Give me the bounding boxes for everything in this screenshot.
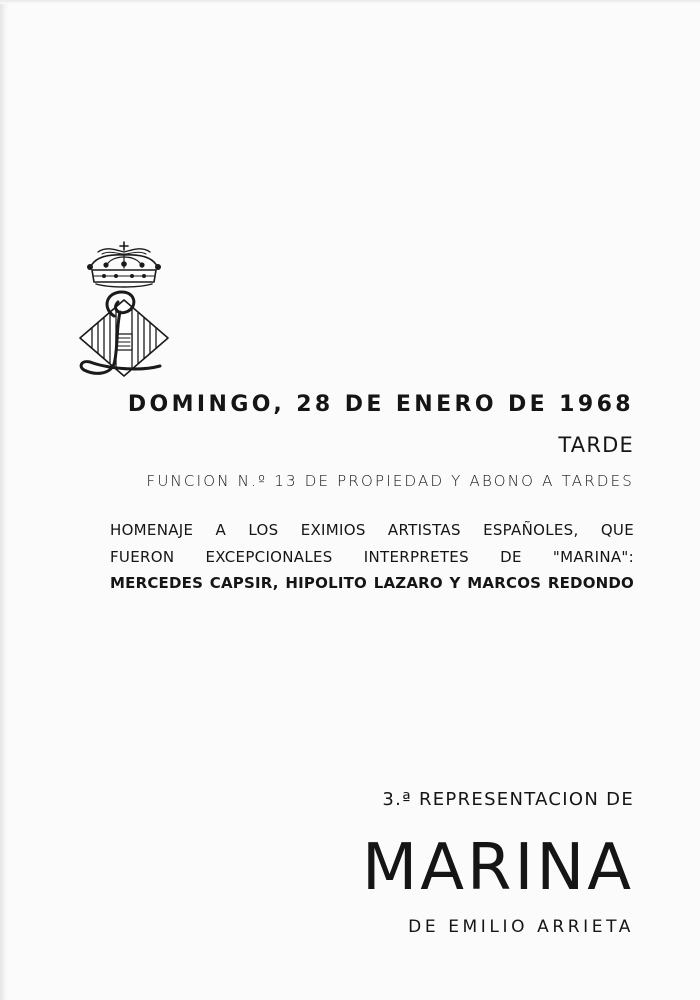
- crowned-monogram-crest-icon: [76, 238, 172, 382]
- performance-date: DOMINGO, 28 DE ENERO DE 1968: [127, 392, 634, 417]
- session-label: TARDE: [558, 433, 634, 457]
- work-title: MARINA: [362, 831, 634, 905]
- page-edge-shadow: [0, 0, 9, 1000]
- function-number-line: FUNCION N.º 13 DE PROPIEDAD Y ABONO A TARDES: [146, 472, 634, 490]
- composer-line: DE EMILIO ARRIETA: [408, 917, 634, 937]
- tribute-text-line-2: FUERON EXCEPCIONALES INTERPRETES DE "MARINA":: [110, 548, 634, 566]
- tribute-honorees-line: MERCEDES CAPSIR, HIPOLITO LAZARO Y MARCOS REDONDO: [110, 574, 634, 592]
- page-top-shadow: [0, 0, 700, 4]
- tribute-text-line-1: HOMENAJE A LOS EXIMIOS ARTISTAS ESPAÑOLES, QUE: [110, 521, 634, 539]
- performance-count-line: 3.ª REPRESENTACION DE: [382, 789, 634, 810]
